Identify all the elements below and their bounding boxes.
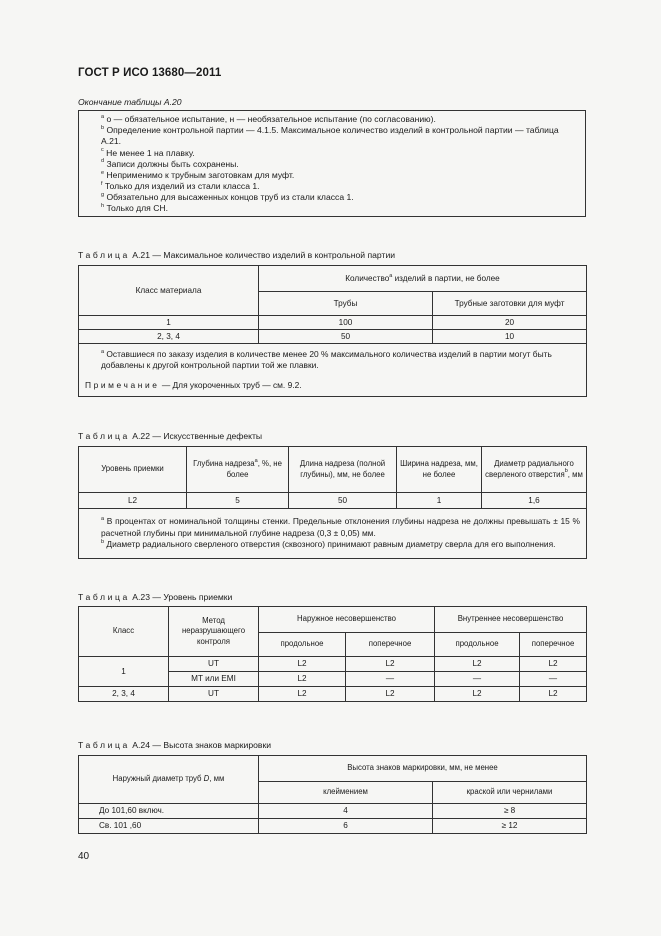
table-a21-notes [79,344,587,397]
table-a23 [78,606,587,702]
table-row: Св. 101 ,60 6 ≥ 12 [79,819,587,834]
table-a23-header-inner-longitudinal: продольное [435,633,520,657]
document-header-title: ГОСТ Р ИСО 13680—2011 [78,67,222,79]
table-a23-header-outer-transverse: поперечное [346,633,435,657]
table-a21-footnote: $^а$ Оставшиеся по заказу изделия в количестве менее 20 % максимального количества изделий в партии могут быть добавлены к другой контрольной партии той же плавки. [101,348,552,371]
table-a20-footnotes-box [78,110,586,217]
table-a21-header-blanks: Трубные заготовки для муфт [433,292,587,316]
table-a24-header-height: Высота знаков маркировки, мм, не менее [259,756,587,782]
table-row: L2 5 50 1 1,6 [79,493,587,509]
footnote-b: $^b$ Определение контрольной партии — 4.1.5. Максимальное количество изделий в контрольной партии — таблица А.21. [101,124,559,147]
table-a24-header-paint: краской или чернилами [433,782,587,804]
table-row: 1 100 20 [79,316,587,330]
table-a22-header-diameter: Диаметр радиального сверленого отверстия$^b$, мм [482,447,587,493]
table-a22-header-depth: Глубина надреза$^а$, %, не более [187,447,289,493]
table-a21-header-pipes: Трубы [259,292,433,316]
table-a23-header-inner-transverse: поперечное [520,633,587,657]
table-a22-footnote-a: $^а$ В процентах от номинальной толщины стенки. Предельные отклонения глубины надреза не должны превышать ± 15 % расчетной глубины при минимальной глубине надреза (0,3 ± 0,05) мм. [101,516,581,538]
table-a21 [78,265,587,397]
table-a24-caption: Таблица А.24 — Высота знаков маркировки [78,740,272,750]
table-row: 1 UT L2 L2 L2 L2 [79,657,587,672]
table-a22-footnote-b: $^b$ Диаметр радиального сверленого отверстия (сквозного) принимают равным диаметру сверла для его выполнения. [101,538,556,550]
table-a23-caption: Таблица А.23 — Уровень приемки [78,592,233,602]
footnote-c: $^c$ Не менее 1 на плавку. [101,147,195,158]
footnote-g: $^g$ Обязательно для высаженных концов труб из стали класса 1. [101,191,354,203]
table-a23-header-outer: Наружное несовершенство [259,607,435,633]
table-a22-notes [79,509,587,559]
table-a21-note: Примечание — Для укороченных труб — см. 9.2. [85,379,302,390]
table-row: 2, 3, 4 UT L2 L2 L2 L2 [79,687,587,702]
table-a22-header-width: Ширина надреза, мм, не более [397,447,482,493]
table-a23-header-inner: Внутреннее несовершенство [435,607,587,633]
table-row: До 101,60 включ. 4 ≥ 8 [79,804,587,819]
page-number: 40 [78,851,90,862]
table-a24-header-diameter: Наружный диаметр труб D, мм [79,756,259,804]
table-a21-header-quantity: Количество$^а$ изделий в партии, не более [259,266,587,292]
table-a20-end-caption: Окончание таблицы А.20 [78,97,182,107]
table-row: MT или EMI L2 — — — [79,672,587,687]
table-a24 [78,755,587,834]
table-a23-header-method: Метод неразрушающего контроля [169,607,259,657]
footnote-h: $^h$ Только для СН. [101,203,169,214]
footnote-a: $^a$ о — обязательное испытание, н — необязательное испытание (по согласованию). [101,113,436,124]
table-a24-header-stamping: клеймением [259,782,433,804]
table-a22-caption: Таблица А.22 — Искусственные дефекты [78,431,263,441]
table-a22-header-length: Длина надреза (полной глубины), мм, не более [289,447,397,493]
table-row: 2, 3, 4 50 10 [79,330,587,344]
footnote-d: $^d$ Записи должны быть сохранены. [101,158,239,169]
table-a23-header-outer-longitudinal: продольное [259,633,346,657]
footnote-f: $^f$ Только для изделий из стали класса 1. [101,180,260,192]
table-a22-header-level: Уровень приемки [79,447,187,493]
table-a21-caption: Таблица А.21 — Максимальное количество изделий в контрольной партии [78,250,396,260]
table-a23-header-class: Класс [79,607,169,657]
table-a22 [78,446,587,559]
footnote-e: $^e$ Неприменимо к трубным заготовкам для муфт. [101,169,295,180]
table-a21-header-class: Класс материала [79,266,259,316]
